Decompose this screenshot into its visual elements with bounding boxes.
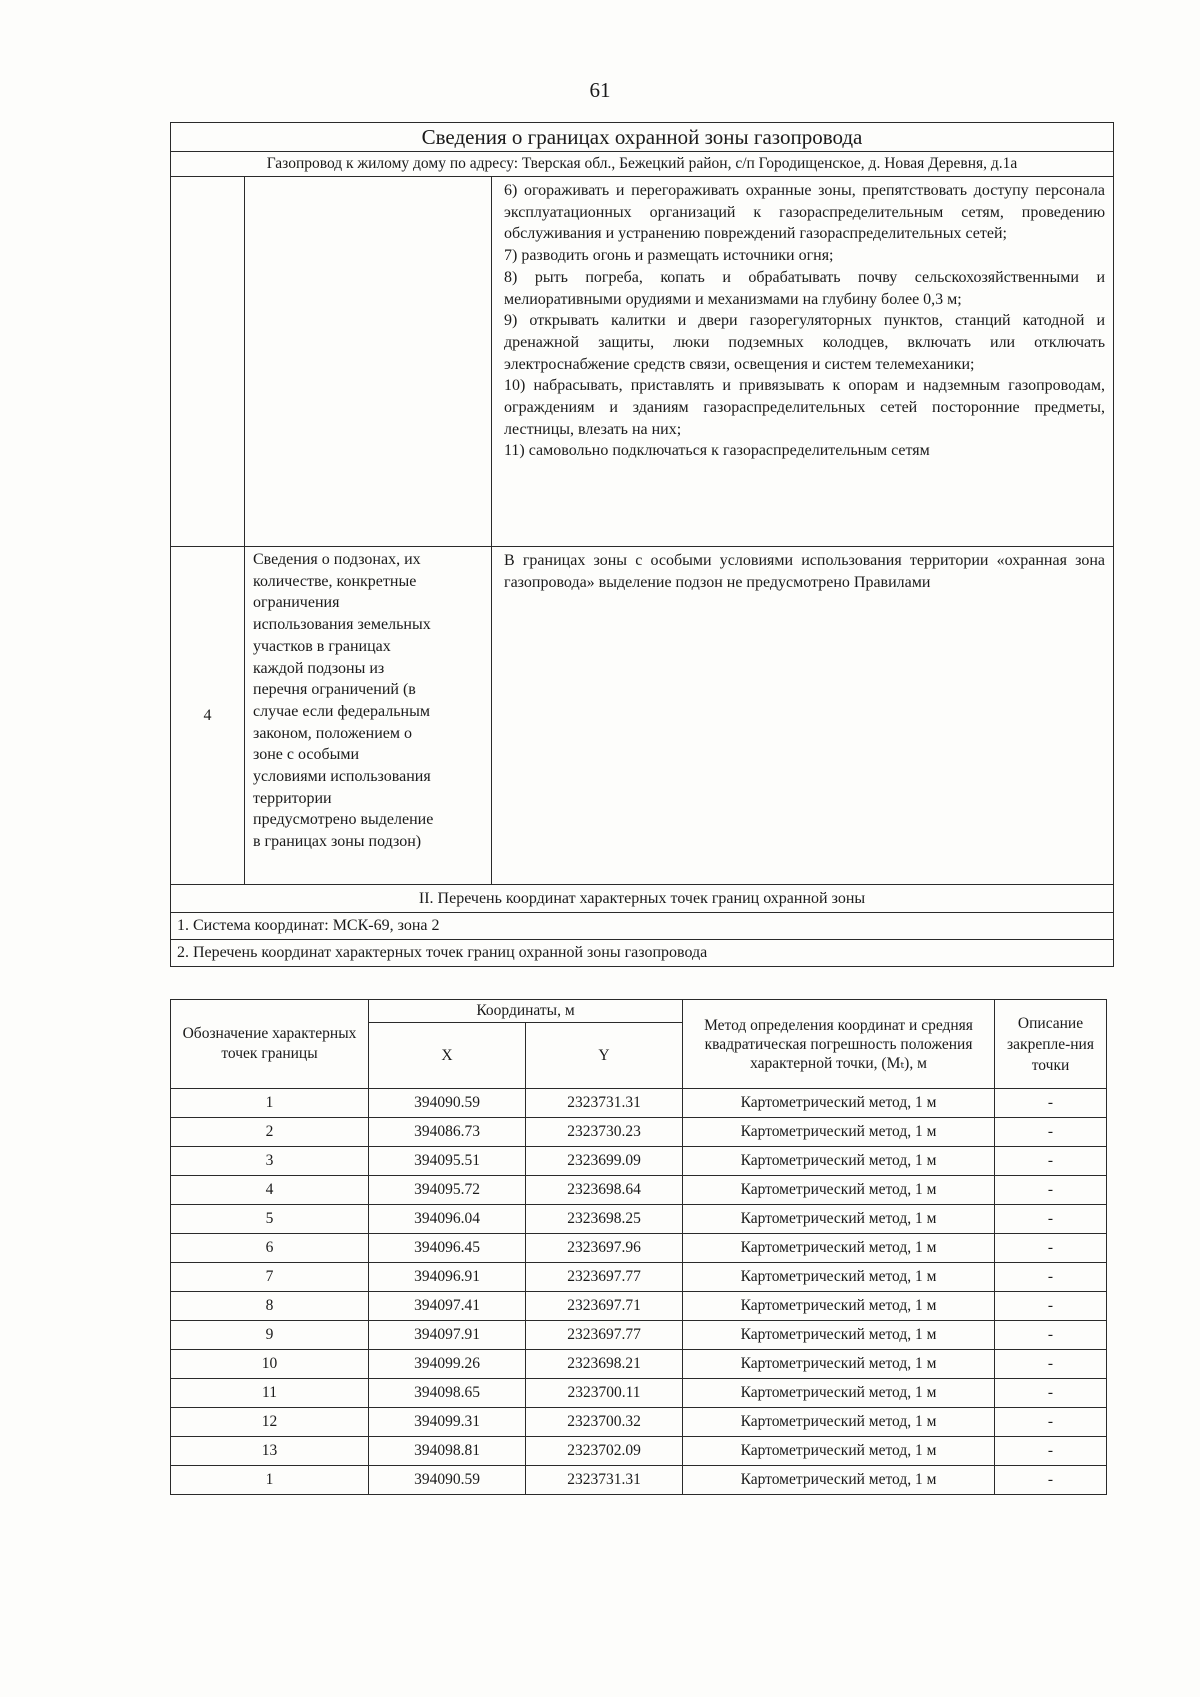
point-number: 8 xyxy=(171,1292,369,1321)
coord-x: 394099.31 xyxy=(369,1408,526,1437)
method: Картометрический метод, 1 м xyxy=(683,1205,995,1234)
table-row xyxy=(171,1089,1107,1118)
pipeline-address: Газопровод к жилому дому по адресу: Тверская обл., Бежецкий район, с/п Городищенское, д. Новая Деревня, д.1а xyxy=(171,152,1114,177)
method: Картометрический метод, 1 м xyxy=(683,1234,995,1263)
method: Картометрический метод, 1 м xyxy=(683,1176,995,1205)
description: - xyxy=(995,1176,1107,1205)
restriction-item: 7) разводить огонь и размещать источники огня; xyxy=(504,247,834,265)
label-line: в границах зоны подзон) xyxy=(253,833,422,851)
method: Картометрический метод, 1 м xyxy=(683,1437,995,1466)
section-title: II. Перечень координат характерных точек границ охранной зоны xyxy=(171,885,1114,913)
coord-y: 2323731.31 xyxy=(526,1466,683,1495)
point-number: 5 xyxy=(171,1205,369,1234)
coord-x: 394098.81 xyxy=(369,1437,526,1466)
point-number: 12 xyxy=(171,1408,369,1437)
coord-x: 394090.59 xyxy=(369,1089,526,1118)
table-row xyxy=(171,1263,1107,1292)
restriction-item: 9) открывать калитки и двери газорегуляторных пунктов, станций катодной и дренажной защиты, люки подземных колодцев, включать или отключать электроснабжение средств связи, освещения и систем телемеханики; xyxy=(504,312,1106,373)
point-number: 1 xyxy=(171,1089,369,1118)
table-row xyxy=(171,1379,1107,1408)
description: - xyxy=(995,1118,1107,1147)
method: Картометрический метод, 1 м xyxy=(683,1379,995,1408)
document-title: Сведения о границах охранной зоны газопровода xyxy=(171,123,1114,152)
coord-x: 394099.26 xyxy=(369,1350,526,1379)
method: Картометрический метод, 1 м xyxy=(683,1118,995,1147)
coord-x: 394090.59 xyxy=(369,1466,526,1495)
label-line: перечня ограничений (в xyxy=(253,681,416,699)
method: Картометрический метод, 1 м xyxy=(683,1292,995,1321)
point-number: 2 xyxy=(171,1118,369,1147)
header-x: X xyxy=(369,1023,526,1089)
method: Картометрический метод, 1 м xyxy=(683,1263,995,1292)
label-line: случае если федеральным xyxy=(253,702,430,720)
coord-y: 2323731.31 xyxy=(526,1089,683,1118)
coord-x: 394097.41 xyxy=(369,1292,526,1321)
header-designation: Обозначение характерных точек границы xyxy=(171,1000,369,1089)
method: Картометрический метод, 1 м xyxy=(683,1466,995,1495)
point-number: 10 xyxy=(171,1350,369,1379)
restrictions-list xyxy=(492,177,1114,547)
page-number: 61 xyxy=(589,78,611,102)
restriction-item: 8) рыть погреба, копать и обрабатывать почву сельскохозяйственными и мелиоративными орудиями и механизмами на глубину более 0,3 м; xyxy=(504,268,1106,308)
restriction-item: 10) набрасывать, приставлять и привязывать к опорам и надземным газопроводам, ограждениям и зданиям газораспределительных сетей посторонние предметы, лестницы, влезать на них; xyxy=(504,377,1106,438)
table-row xyxy=(171,1437,1107,1466)
point-number: 11 xyxy=(171,1379,369,1408)
table-row xyxy=(171,1408,1107,1437)
description: - xyxy=(995,1321,1107,1350)
description: - xyxy=(995,1437,1107,1466)
coord-y: 2323699.09 xyxy=(526,1147,683,1176)
point-number: 4 xyxy=(171,1176,369,1205)
coord-y: 2323698.64 xyxy=(526,1176,683,1205)
row-number-empty xyxy=(171,177,245,547)
coord-x: 394096.91 xyxy=(369,1263,526,1292)
description: - xyxy=(995,1350,1107,1379)
description: - xyxy=(995,1379,1107,1408)
coord-x: 394096.04 xyxy=(369,1205,526,1234)
coord-x: 394098.65 xyxy=(369,1379,526,1408)
coord-y: 2323697.77 xyxy=(526,1321,683,1350)
label-line: ограничения xyxy=(253,594,340,612)
label-line: каждой подзоны из xyxy=(253,659,385,677)
label-line: количестве, конкретные xyxy=(253,572,417,590)
row-label-empty xyxy=(245,177,492,547)
row-number: 4 xyxy=(171,547,245,885)
table-row xyxy=(171,1321,1107,1350)
description: - xyxy=(995,1466,1107,1495)
coord-y: 2323730.23 xyxy=(526,1118,683,1147)
points-list-title: 2. Перечень координат характерных точек границ охранной зоны газопровода xyxy=(171,940,1114,967)
coord-x: 394086.73 xyxy=(369,1118,526,1147)
description: - xyxy=(995,1292,1107,1321)
header-description: Описание закрепле-ния точки xyxy=(995,1000,1107,1089)
coord-y: 2323700.11 xyxy=(526,1379,683,1408)
table-row xyxy=(171,1205,1107,1234)
restriction-item: 11) самовольно подключаться к газораспределительным сетям xyxy=(504,442,930,460)
row-label xyxy=(245,547,492,885)
method: Картометрический метод, 1 м xyxy=(683,1089,995,1118)
coord-y: 2323697.96 xyxy=(526,1234,683,1263)
coord-x: 394095.72 xyxy=(369,1176,526,1205)
header-y: Y xyxy=(526,1023,683,1089)
label-line: территории xyxy=(253,789,332,807)
subzones-info: В границах зоны с особыми условиями использования территории «охранная зона газопровода» выделение подзон не предусмотрено Правилами xyxy=(492,547,1114,885)
label-line: законом, положением о xyxy=(253,724,412,742)
method: Картометрический метод, 1 м xyxy=(683,1408,995,1437)
coord-y: 2323698.21 xyxy=(526,1350,683,1379)
point-number: 6 xyxy=(171,1234,369,1263)
header-method: Метод определения координат и средняя квадратическая погрешность положения характерной точки, (Mₜ), м xyxy=(683,1000,995,1089)
point-number: 1 xyxy=(171,1466,369,1495)
header-coordinates: Координаты, м xyxy=(369,1000,683,1023)
coord-y: 2323702.09 xyxy=(526,1437,683,1466)
description: - xyxy=(995,1408,1107,1437)
point-number: 13 xyxy=(171,1437,369,1466)
description: - xyxy=(995,1205,1107,1234)
point-number: 9 xyxy=(171,1321,369,1350)
coord-x: 394097.91 xyxy=(369,1321,526,1350)
coord-y: 2323697.77 xyxy=(526,1263,683,1292)
table-row xyxy=(171,1350,1107,1379)
point-number: 3 xyxy=(171,1147,369,1176)
label-line: условиями использования xyxy=(253,768,431,786)
table-row xyxy=(171,1118,1107,1147)
method: Картометрический метод, 1 м xyxy=(683,1350,995,1379)
label-line: участков в границах xyxy=(253,637,391,655)
table-row xyxy=(171,1147,1107,1176)
description: - xyxy=(995,1234,1107,1263)
point-number: 7 xyxy=(171,1263,369,1292)
zone-info-table xyxy=(170,122,1114,967)
table-row xyxy=(171,1176,1107,1205)
coord-y: 2323700.32 xyxy=(526,1408,683,1437)
description: - xyxy=(995,1089,1107,1118)
coord-y: 2323697.71 xyxy=(526,1292,683,1321)
label-line: зоне с особыми xyxy=(253,746,360,764)
description: - xyxy=(995,1147,1107,1176)
coord-y: 2323698.25 xyxy=(526,1205,683,1234)
method: Картометрический метод, 1 м xyxy=(683,1147,995,1176)
table-row xyxy=(171,1292,1107,1321)
table-row xyxy=(171,1234,1107,1263)
label-line: Сведения о подзонах, их xyxy=(253,551,421,568)
coordinate-system: 1. Система координат: МСК-69, зона 2 xyxy=(171,913,1114,940)
coord-x: 394095.51 xyxy=(369,1147,526,1176)
coordinates-table xyxy=(170,999,1107,1495)
restriction-item: 6) огораживать и перегораживать охранные зоны, препятствовать доступу персонала эксплуатационных организаций к газораспределительным сетям, проведению обслуживания и устранению повреждений газораспределительных сетей; xyxy=(504,182,1106,243)
table-row xyxy=(171,1466,1107,1495)
description: - xyxy=(995,1263,1107,1292)
coord-x: 394096.45 xyxy=(369,1234,526,1263)
label-line: использования земельных xyxy=(253,616,431,634)
label-line: предусмотрено выделение xyxy=(253,811,434,829)
method: Картометрический метод, 1 м xyxy=(683,1321,995,1350)
